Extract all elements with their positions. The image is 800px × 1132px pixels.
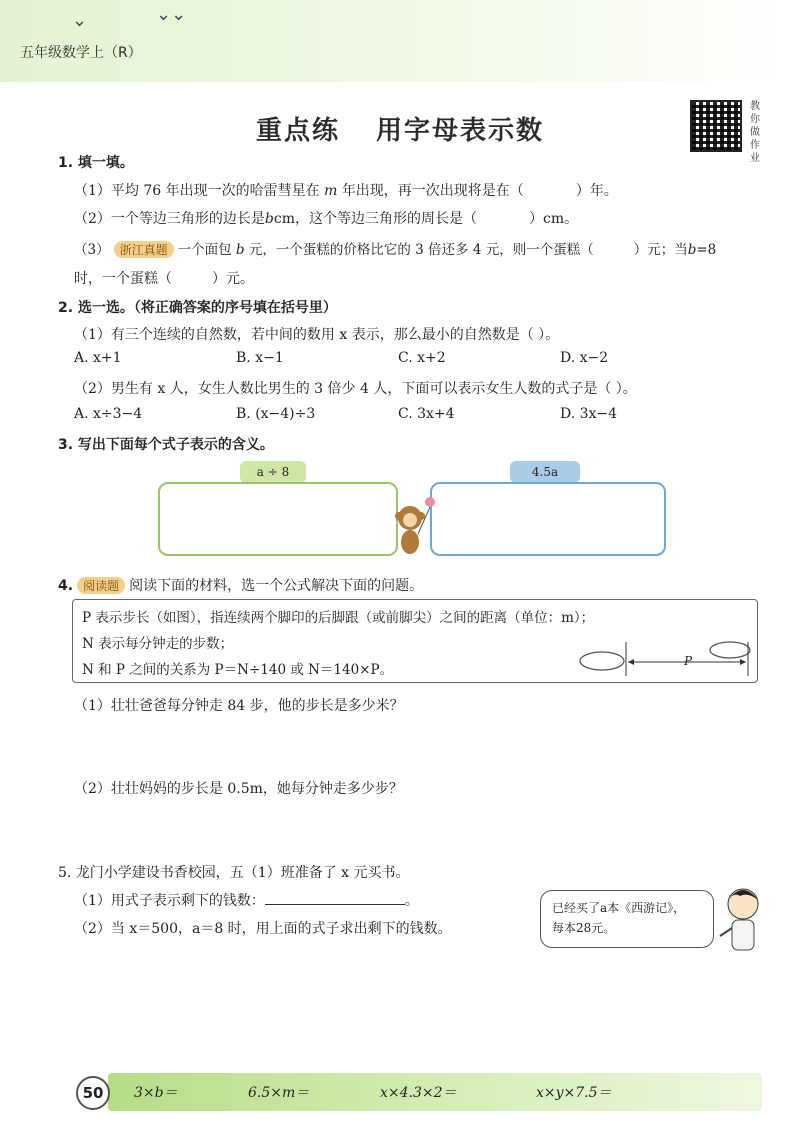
q1-line3 [74,238,716,258]
q1-text: ）元；当 [633,242,688,258]
header-band [0,0,800,82]
q2-option-c[interactable]: C. x+2 [398,350,446,366]
zhejiang-tag: 浙江真题 [114,241,174,258]
q1-text: =8 [696,242,717,258]
q2-option-b[interactable]: B. (x−4)÷3 [236,406,316,422]
bubble-line2: 每本28元。 [552,921,616,935]
q2-option-d[interactable]: D. 3x−4 [560,406,618,422]
q1-line4 [74,268,254,288]
title-part2: 用字母表示数 [376,116,545,146]
q5-sub1 [74,890,419,910]
footer-expr: 3×b＝ [134,1085,178,1101]
q1-text: 元，一个蛋糕的价格比它的 3 倍还多 4 元，则一个蛋糕（ [248,242,594,258]
expr-pill-left: a ÷ 8 [240,461,306,483]
q2-option-b[interactable]: B. x−1 [236,350,284,366]
q5-text: 。 [404,893,419,909]
q4-number: 4. [58,578,74,594]
qr-label: 教你做作业 [750,101,760,164]
q4-sub1: （1）壮壮爸爸每分钟走 84 步，他的步长是多少米？ [74,698,404,714]
book-series-label: 五年级数学上（R） [20,45,142,61]
material-line3: N 和 P 之间的关系为 P＝N÷140 或 N＝140×P。 [82,662,394,678]
q5-sub2: （2）当 x＝500，a＝8 时，用上面的式子求出剩下的钱数。 [74,921,452,937]
q4-heading-line [58,575,423,595]
q3-heading: 3. 写出下面每个式子表示的含义。 [58,437,274,453]
q1-text: ）cm。 [529,211,579,227]
boy-illustration [718,884,768,964]
bubble-text [552,898,712,938]
q2-part1: （1）有三个连续的自然数，若中间的数用 x 表示，那么最小的自然数是（ ）。 [74,327,560,343]
q2-part2: （2）男生有 x 人，女生人数比男生的 3 倍少 4 人，下面可以表示女生人数的式子是（ ）。 [74,381,637,397]
answer-box-right[interactable] [430,482,666,556]
q1-text: 时，一个蛋糕（ [74,271,172,287]
q1-text: 一个面包 [177,242,232,258]
q1-line1 [74,180,618,200]
bird-icon: ⌄⌄ [156,4,187,25]
reading-tag: 阅读题 [77,577,125,594]
p-label: P [684,654,693,668]
var-b: b [687,242,697,258]
q2-heading: 2. 选一选。（将正确答案的序号填在括号里） [58,300,337,316]
q1-text: （1）平均 76 年出现一次的哈雷彗星在 [74,183,320,199]
q2-option-c[interactable]: C. 3x+4 [398,406,455,422]
monkey-illustration [388,494,440,562]
q4-sub2: （2）壮壮妈妈的步长是 0.5m，她每分钟走多少步？ [74,781,403,797]
var-b: b [264,211,274,227]
q1-heading: 1. 填一填。 [58,155,134,171]
footer-expr: 6.5×m＝ [248,1085,310,1101]
page-title [0,110,800,147]
footer-expr: x×y×7.5＝ [536,1085,612,1101]
q1-text: 年出现，再一次出现将是在（ [341,183,524,199]
q4-heading: 阅读下面的材料，选一个公式解决下面的问题。 [129,578,424,594]
footprint-diagram [572,636,752,680]
q5-text: （1）用式子表示剩下的钱数： [74,893,265,909]
q1-text: cm，这个等边三角形的周长是（ [273,211,478,227]
q2-option-a[interactable]: A. x÷3−4 [74,406,143,422]
q1-text: （2）一个等边三角形的边长是 [74,211,265,227]
qr-code-icon[interactable] [690,100,742,152]
material-line1: P 表示步长（如图），指连续两个脚印的后脚跟（或前脚尖）之间的距离（单位：m）； [82,610,595,626]
q1-text: （3） [74,242,110,258]
var-m: m [324,183,338,199]
var-b: b [235,242,245,258]
q5-heading: 5. 龙门小学建设书香校园，五（1）班准备了 x 元买书。 [58,865,410,881]
q1-text: ）年。 [575,183,618,199]
q1-text: ）元。 [212,271,254,287]
footer-expr: x×4.3×2＝ [380,1085,457,1101]
answer-line[interactable] [265,892,405,905]
title-part1: 重点练 [255,116,340,146]
material-line2: N 表示每分钟走的步数； [82,636,234,652]
q2-option-a[interactable]: A. x+1 [74,350,122,366]
q1-line2 [74,208,578,228]
answer-box-left[interactable] [158,482,398,556]
q2-option-d[interactable]: D. x−2 [560,350,609,366]
bubble-line1: 已经买了a本《西游记》， [552,901,686,915]
expr-pill-right: 4.5a [510,461,580,483]
page-number: 50 [76,1076,110,1110]
bird-icon: ⌄ [72,10,88,31]
